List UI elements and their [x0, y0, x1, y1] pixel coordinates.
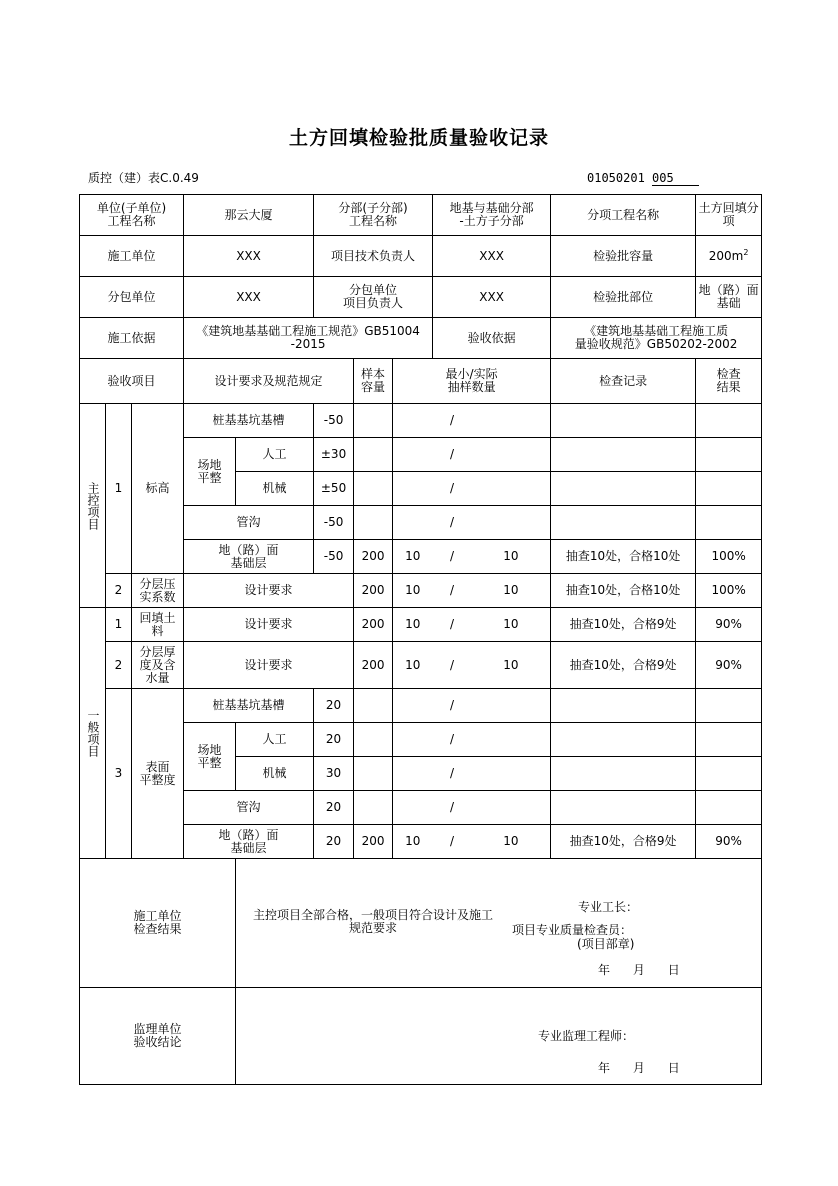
supervisor-check-cell: [236, 988, 762, 1085]
record-value: 抽查10处，合格9处: [551, 642, 696, 689]
record-value: [551, 689, 696, 723]
record-value: 抽查10处，合格9处: [551, 825, 696, 859]
record-value: [551, 438, 696, 472]
slash: /: [433, 438, 472, 472]
record-value: [551, 506, 696, 540]
sample-value: 200: [354, 608, 393, 642]
sub-lead-label: 分包单位 项目负责人: [314, 277, 433, 318]
min-value: 10: [393, 540, 433, 574]
spec-value: 20: [314, 825, 354, 859]
min-value: 10: [393, 825, 433, 859]
spec-value: -50: [314, 540, 354, 574]
slash: /: [433, 689, 472, 723]
item-no: 1: [106, 608, 132, 642]
item-no: 1: [106, 404, 132, 574]
slash: /: [433, 757, 472, 791]
division-value: 地基与基础分部 -土方子分部: [433, 195, 551, 236]
sample-value: [354, 791, 393, 825]
sample-value: 200: [354, 574, 393, 608]
min-value: [393, 791, 433, 825]
min-value: [393, 404, 433, 438]
slash: /: [433, 404, 472, 438]
sample-value: [354, 723, 393, 757]
spec-value: ±30: [314, 438, 354, 472]
slash: /: [433, 574, 472, 608]
result-value: 100%: [696, 574, 762, 608]
unit-project-value: 那云大厦: [184, 195, 314, 236]
sub-item: 桩基基坑基槽: [184, 689, 314, 723]
actual-value: 10: [472, 642, 551, 689]
form-number: 质控（建）表C.0.49: [88, 171, 199, 185]
spec-value: 20: [314, 689, 354, 723]
table-row: [80, 689, 762, 723]
sub-item: 管沟: [184, 791, 314, 825]
min-value: 10: [393, 642, 433, 689]
min-value: [393, 506, 433, 540]
item-name: 分层压 实系数: [132, 574, 184, 608]
batch-capacity-value: $200m^2$: [696, 236, 762, 277]
document-number-prefix: 01050201: [587, 171, 645, 185]
supervisor-date: 年 月 日: [598, 1061, 680, 1075]
table-row: [80, 574, 762, 608]
sub-item: 人工: [236, 438, 314, 472]
contractor-check-label: 施工单位 检查结果: [80, 859, 236, 988]
sub-item: 地（路）面 基础层: [184, 540, 314, 574]
result-value: [696, 438, 762, 472]
result-value: [696, 791, 762, 825]
actual-value: [472, 723, 551, 757]
sample-value: [354, 472, 393, 506]
actual-value: [472, 757, 551, 791]
acceptance-basis-value: 《建筑地基基础工程施工质 量验收规范》GB50202-2002: [551, 318, 762, 359]
spec-value: 30: [314, 757, 354, 791]
sub-item: 地（路）面 基础层: [184, 825, 314, 859]
result-value: [696, 506, 762, 540]
record-value: [551, 791, 696, 825]
sub-group-label: 场地 平整: [184, 723, 236, 791]
sample-value: [354, 689, 393, 723]
min-value: 10: [393, 574, 433, 608]
page-title: 土方回填检验批质量验收记录: [288, 127, 549, 149]
sample-value: 200: [354, 642, 393, 689]
sub-item: 桩基基坑基槽: [184, 404, 314, 438]
slash: /: [433, 608, 472, 642]
slash: /: [433, 825, 472, 859]
actual-value: [472, 438, 551, 472]
record-value: 抽查10处，合格10处: [551, 540, 696, 574]
result-value: 90%: [696, 608, 762, 642]
sub-item: 人工: [236, 723, 314, 757]
batch-capacity-unit-sup: 2: [743, 247, 749, 257]
spec-value: 设计要求: [184, 642, 354, 689]
result-value: [696, 689, 762, 723]
qc-inspector-label: 项目专业质量检查员：: [512, 923, 633, 937]
result-value: [696, 404, 762, 438]
col-result: 检查 结果: [696, 359, 762, 404]
item-name: 分层厚 度及含 水量: [132, 642, 184, 689]
contractor-date: 年 月 日: [598, 963, 680, 977]
sub-lead-value: XXX: [433, 277, 551, 318]
supervisor-check-label: 监理单位 验收结论: [80, 988, 236, 1085]
contractor-check-cell: [236, 859, 762, 988]
spec-value: -50: [314, 506, 354, 540]
main-control-group-label: 主控项目: [80, 404, 106, 608]
tech-lead-value: XXX: [433, 236, 551, 277]
slash: /: [433, 472, 472, 506]
contractor-label: 施工单位: [80, 236, 184, 277]
tech-lead-label: 项目技术负责人: [314, 236, 433, 277]
seal-label: (项目部章): [577, 937, 635, 951]
slash: /: [433, 723, 472, 757]
slash: /: [433, 540, 472, 574]
record-value: [551, 404, 696, 438]
result-value: 100%: [696, 540, 762, 574]
record-value: [551, 472, 696, 506]
sub-item: 机械: [236, 472, 314, 506]
general-group-label: 一般项目: [80, 608, 106, 859]
result-value: 90%: [696, 825, 762, 859]
batch-location-value: 地（路）面基础: [696, 277, 762, 318]
slash: /: [433, 791, 472, 825]
actual-value: [472, 791, 551, 825]
table-row: [80, 404, 762, 438]
actual-value: [472, 472, 551, 506]
record-value: 抽查10处，合格9处: [551, 608, 696, 642]
sub-group-label: 场地 平整: [184, 438, 236, 506]
result-value: [696, 472, 762, 506]
min-value: [393, 438, 433, 472]
col-record: 检查记录: [551, 359, 696, 404]
sample-value: [354, 757, 393, 791]
actual-value: [472, 689, 551, 723]
result-value: [696, 723, 762, 757]
foreman-label: 专业工长：: [578, 900, 639, 914]
inspection-record-table: [79, 194, 762, 1085]
sample-value: 200: [354, 540, 393, 574]
basis-value: 《建筑地基基础工程施工规范》GB51004 -2015: [184, 318, 433, 359]
actual-value: 10: [472, 574, 551, 608]
sub-item: 管沟: [184, 506, 314, 540]
table-row: [80, 642, 762, 689]
spec-value: 设计要求: [184, 574, 354, 608]
item-name: 回填土 料: [132, 608, 184, 642]
spec-value: 20: [314, 791, 354, 825]
actual-value: 10: [472, 540, 551, 574]
spec-value: ±50: [314, 472, 354, 506]
contractor-value: XXX: [184, 236, 314, 277]
col-min-actual: 最小/实际 抽样数量: [393, 359, 551, 404]
item-name: 标高: [132, 404, 184, 574]
subitem-value: 土方回填分项: [696, 195, 762, 236]
division-label: 分部(子分部) 工程名称: [314, 195, 433, 236]
unit-project-label: 单位(子单位) 工程名称: [80, 195, 184, 236]
actual-value: 10: [472, 608, 551, 642]
basis-label: 施工依据: [80, 318, 184, 359]
col-item: 验收项目: [80, 359, 184, 404]
subitem-label: 分项工程名称: [551, 195, 696, 236]
sub-item: 机械: [236, 757, 314, 791]
document-number: [587, 171, 699, 186]
slash: /: [433, 506, 472, 540]
record-value: [551, 723, 696, 757]
batch-location-label: 检验批部位: [551, 277, 696, 318]
subcontractor-label: 分包单位: [80, 277, 184, 318]
table-row: [80, 608, 762, 642]
item-name: 表面 平整度: [132, 689, 184, 859]
record-value: 抽查10处，合格10处: [551, 574, 696, 608]
min-value: [393, 689, 433, 723]
sample-value: [354, 506, 393, 540]
supervisor-engineer-label: 专业监理工程师：: [538, 1029, 635, 1043]
min-value: [393, 757, 433, 791]
col-spec: 设计要求及规范规定: [184, 359, 354, 404]
subcontractor-value: XXX: [184, 277, 314, 318]
result-value: [696, 757, 762, 791]
item-no: 2: [106, 642, 132, 689]
spec-value: 20: [314, 723, 354, 757]
result-value: 90%: [696, 642, 762, 689]
batch-capacity-label: 检验批容量: [551, 236, 696, 277]
item-no: 2: [106, 574, 132, 608]
min-value: 10: [393, 608, 433, 642]
record-value: [551, 757, 696, 791]
acceptance-basis-label: 验收依据: [433, 318, 551, 359]
item-no: 3: [106, 689, 132, 859]
actual-value: 10: [472, 825, 551, 859]
spec-value: -50: [314, 404, 354, 438]
col-sample: 样本 容量: [354, 359, 393, 404]
sample-value: [354, 404, 393, 438]
sample-value: 200: [354, 825, 393, 859]
document-number-suffix: 005: [652, 171, 699, 186]
actual-value: [472, 506, 551, 540]
sample-value: [354, 438, 393, 472]
min-value: [393, 723, 433, 757]
contractor-conclusion: 主控项目全部合格，一般项目符合设计及施工 规范要求: [253, 908, 494, 935]
actual-value: [472, 404, 551, 438]
min-value: [393, 472, 433, 506]
slash: /: [433, 642, 472, 689]
spec-value: 设计要求: [184, 608, 354, 642]
